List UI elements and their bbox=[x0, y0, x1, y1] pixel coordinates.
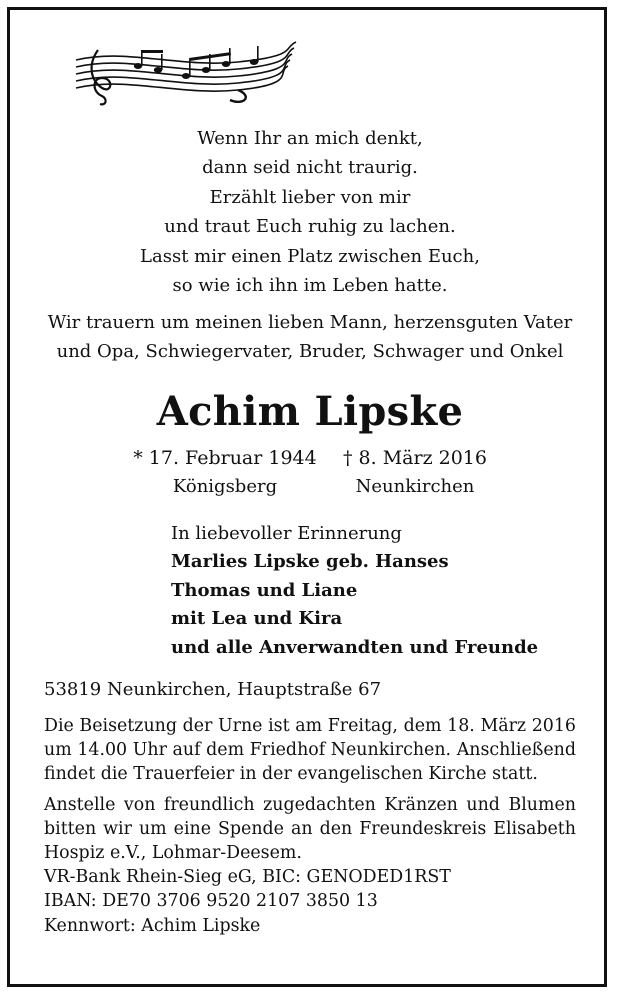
memory-line: In liebevoller Erinnerung bbox=[171, 523, 402, 544]
mourning-line: Wir trauern um meinen lieben Mann, herzensguten Vater bbox=[47, 312, 573, 333]
family-member: Thomas und Liane bbox=[171, 579, 358, 601]
bank-details bbox=[44, 865, 576, 938]
poem bbox=[0, 124, 620, 300]
address: 53819 Neunkirchen, Hauptstraße 67 bbox=[44, 679, 382, 700]
bank-name: VR-Bank Rhein-Sieg eG, BIC: GENODED1RST bbox=[44, 867, 451, 888]
family-signatures bbox=[171, 520, 591, 662]
bank-iban: IBAN: DE70 3706 9520 2107 3850 13 bbox=[44, 891, 378, 912]
burial-info: Die Beisetzung der Urne ist am Freitag, dem 18. März 2016 um 14.00 Uhr auf dem Friedhof Neunkirchen. Anschließend findet die Trauerfeier in der evangelischen Kirche statt. bbox=[44, 716, 576, 785]
poem-line: und traut Euch ruhig zu lachen. bbox=[164, 216, 456, 238]
family-member: Marlies Lipske geb. Hanses bbox=[171, 551, 449, 573]
music-staff-icon bbox=[68, 40, 300, 108]
mourning-text bbox=[0, 308, 620, 366]
mourning-line: und Opa, Schwiegervater, Bruder, Schwager und Onkel bbox=[56, 341, 564, 362]
birth-place: Königsberg bbox=[172, 476, 278, 497]
poem-line: Lasst mir einen Platz zwischen Euch, bbox=[140, 245, 480, 267]
funeral-details bbox=[44, 714, 576, 938]
birth-date: * 17. Februar 1944 bbox=[133, 447, 317, 469]
poem-line: Wenn Ihr an mich denkt, bbox=[197, 128, 423, 149]
death-date: † 8. März 2016 bbox=[343, 447, 487, 469]
family-member: und alle Anverwandten und Freunde bbox=[171, 636, 539, 658]
death-info bbox=[330, 444, 500, 502]
donation-info: Anstelle von freundlich zugedachten Kränzen und Blumen bitten wir um eine Spende an den Freundeskreis Elisabeth Hospiz e.V., Lohmar-Deesem. bbox=[44, 794, 576, 864]
bank-keyword: Kennwort: Achim Lipske bbox=[44, 915, 261, 936]
birth-info bbox=[130, 444, 320, 502]
family-member: mit Lea und Kira bbox=[171, 608, 343, 630]
poem-line: Erzählt lieber von mir bbox=[209, 186, 411, 208]
poem-line: dann seid nicht traurig. bbox=[202, 157, 418, 179]
deceased-name: Achim Lipske bbox=[156, 388, 464, 435]
poem-line: so wie ich ihn im Leben hatte. bbox=[172, 275, 448, 297]
death-place: Neunkirchen bbox=[355, 476, 475, 497]
